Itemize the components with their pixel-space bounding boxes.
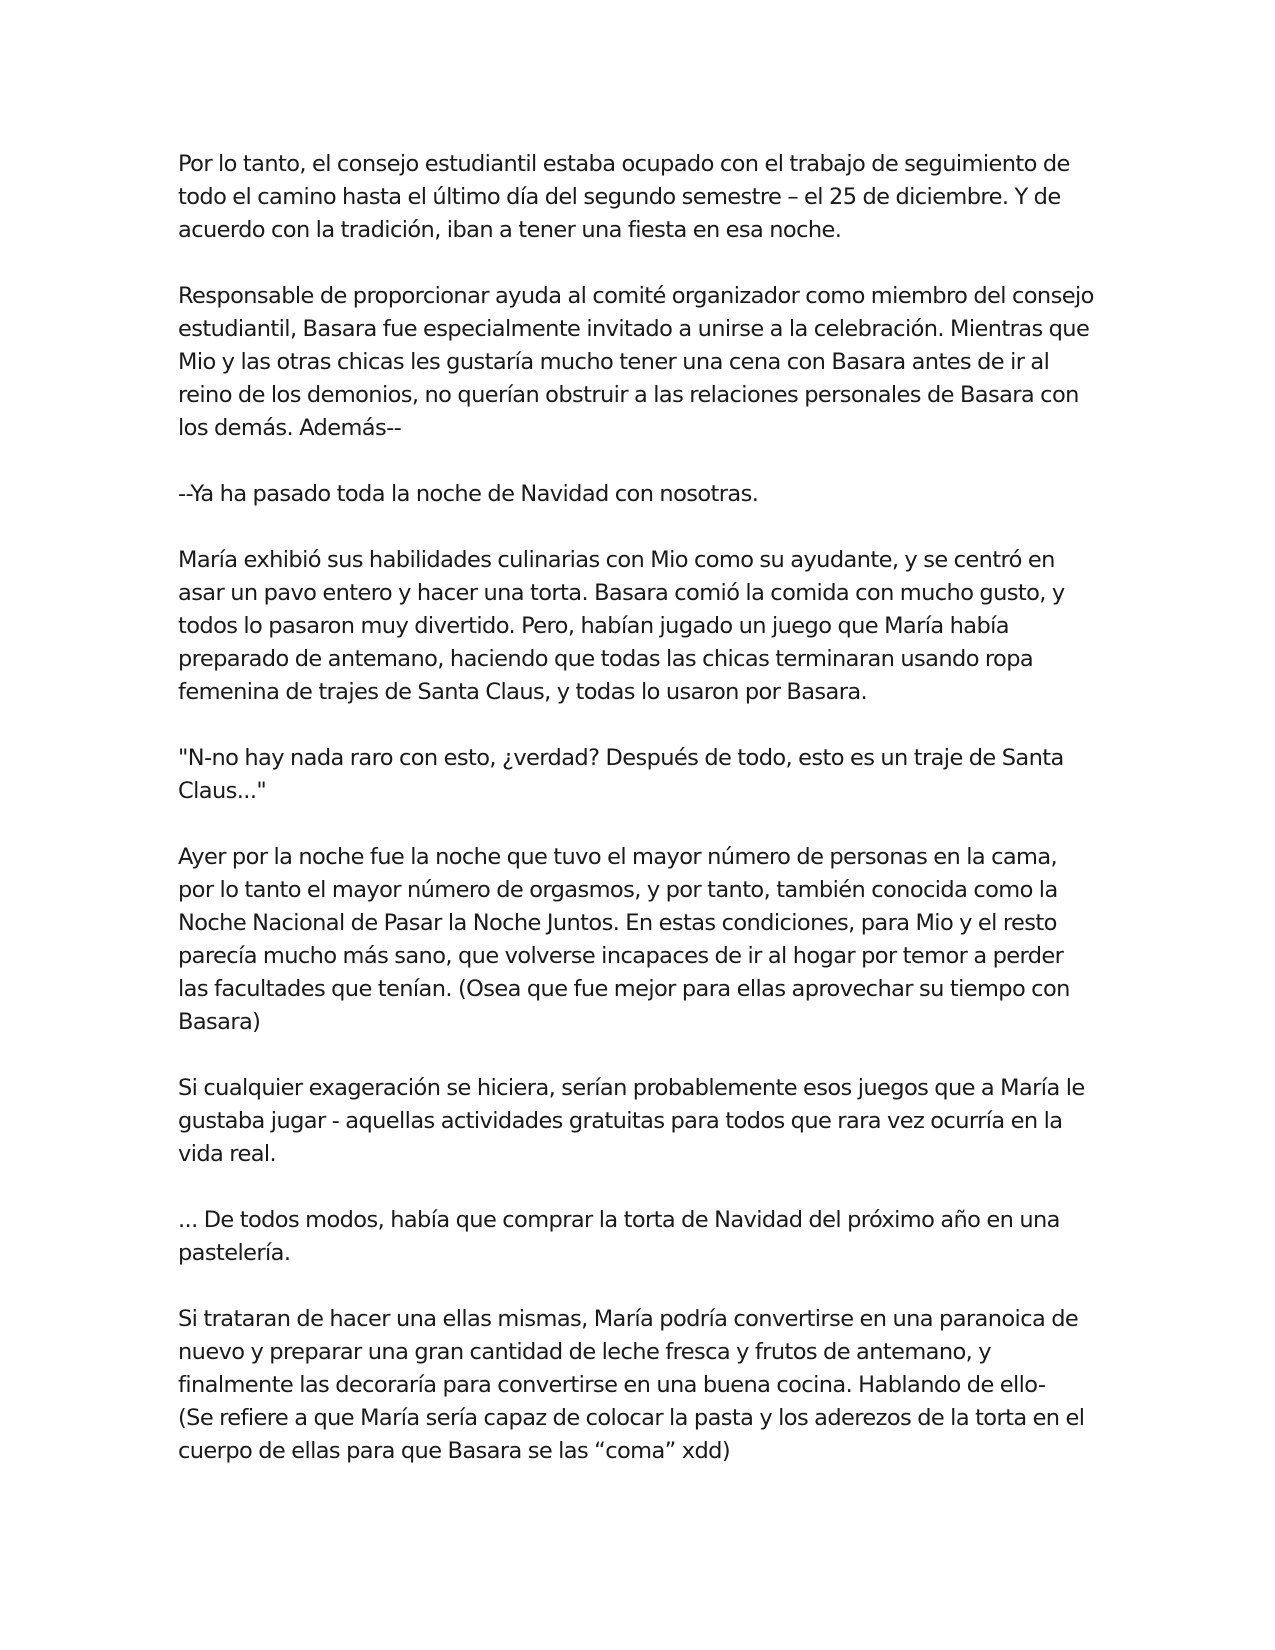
paragraph-1: Por lo tanto, el consejo estudiantil estaba ocupado con el trabajo de seguimiento de todo el camino hasta el último día del segundo semestre – el 25 de diciembre. Y de acuerdo con la tradición, iban a tener una fiesta en esa noche. xyxy=(178,151,1070,243)
document-body xyxy=(178,148,1098,1468)
paragraph-7: Si cualquier exageración se hiciera, serían probablemente esos juegos que a María le gustaba jugar - aquellas actividades gratuitas para todos que rara vez ocurría en la vida real. xyxy=(178,1075,1085,1167)
paragraph-3: --Ya ha pasado toda la noche de Navidad con nosotras. xyxy=(178,481,759,507)
paragraph-8: ... De todos modos, había que comprar la torta de Navidad del próximo año en una pastelería. xyxy=(178,1207,1060,1266)
paragraph-9: Si trataran de hacer una ellas mismas, María podría convertirse en una paranoica de nuevo y preparar una gran cantidad de leche fresca y frutos de antemano, y finalmente las decoraría para convertirse en una buena cocina. Hablando de ello- (Se refiere a que María sería capaz de colocar la pasta y los aderezos de la torta en el cuerpo de ellas para que Basara se las “coma” xdd) xyxy=(178,1306,1085,1464)
paragraph-4: María exhibió sus habilidades culinarias con Mio como su ayudante, y se centró en asar un pavo entero y hacer una torta. Basara comió la comida con mucho gusto, y todos lo pasaron muy divertido. Pero, habían jugado un juego que María había preparado de antemano, haciendo que todas las chicas terminaran usando ropa femenina de trajes de Santa Claus, y todas lo usaron por Basara. xyxy=(178,547,1065,705)
paragraph-5: "N-no hay nada raro con esto, ¿verdad? Después de todo, esto es un traje de Santa Claus..." xyxy=(178,745,1064,804)
paragraph-6: Ayer por la noche fue la noche que tuvo el mayor número de personas en la cama, por lo tanto el mayor número de orgasmos, y por tanto, también conocida como la Noche Nacional de Pasar la Noche Juntos. En estas condiciones, para Mio y el resto parecía mucho más sano, que volverse incapaces de ir al hogar por temor a perder las facultades que tenían. (Osea que fue mejor para ellas aprovechar su tiempo con Basara) xyxy=(178,844,1070,1035)
paragraph-2: Responsable de proporcionar ayuda al comité organizador como miembro del consejo estudiantil, Basara fue especialmente invitado a unirse a la celebración. Mientras que Mio y las otras chicas les gustaría mucho tener una cena con Basara antes de ir al reino de los demonios, no querían obstruir a las relaciones personales de Basara con los demás. Además-- xyxy=(178,283,1094,441)
